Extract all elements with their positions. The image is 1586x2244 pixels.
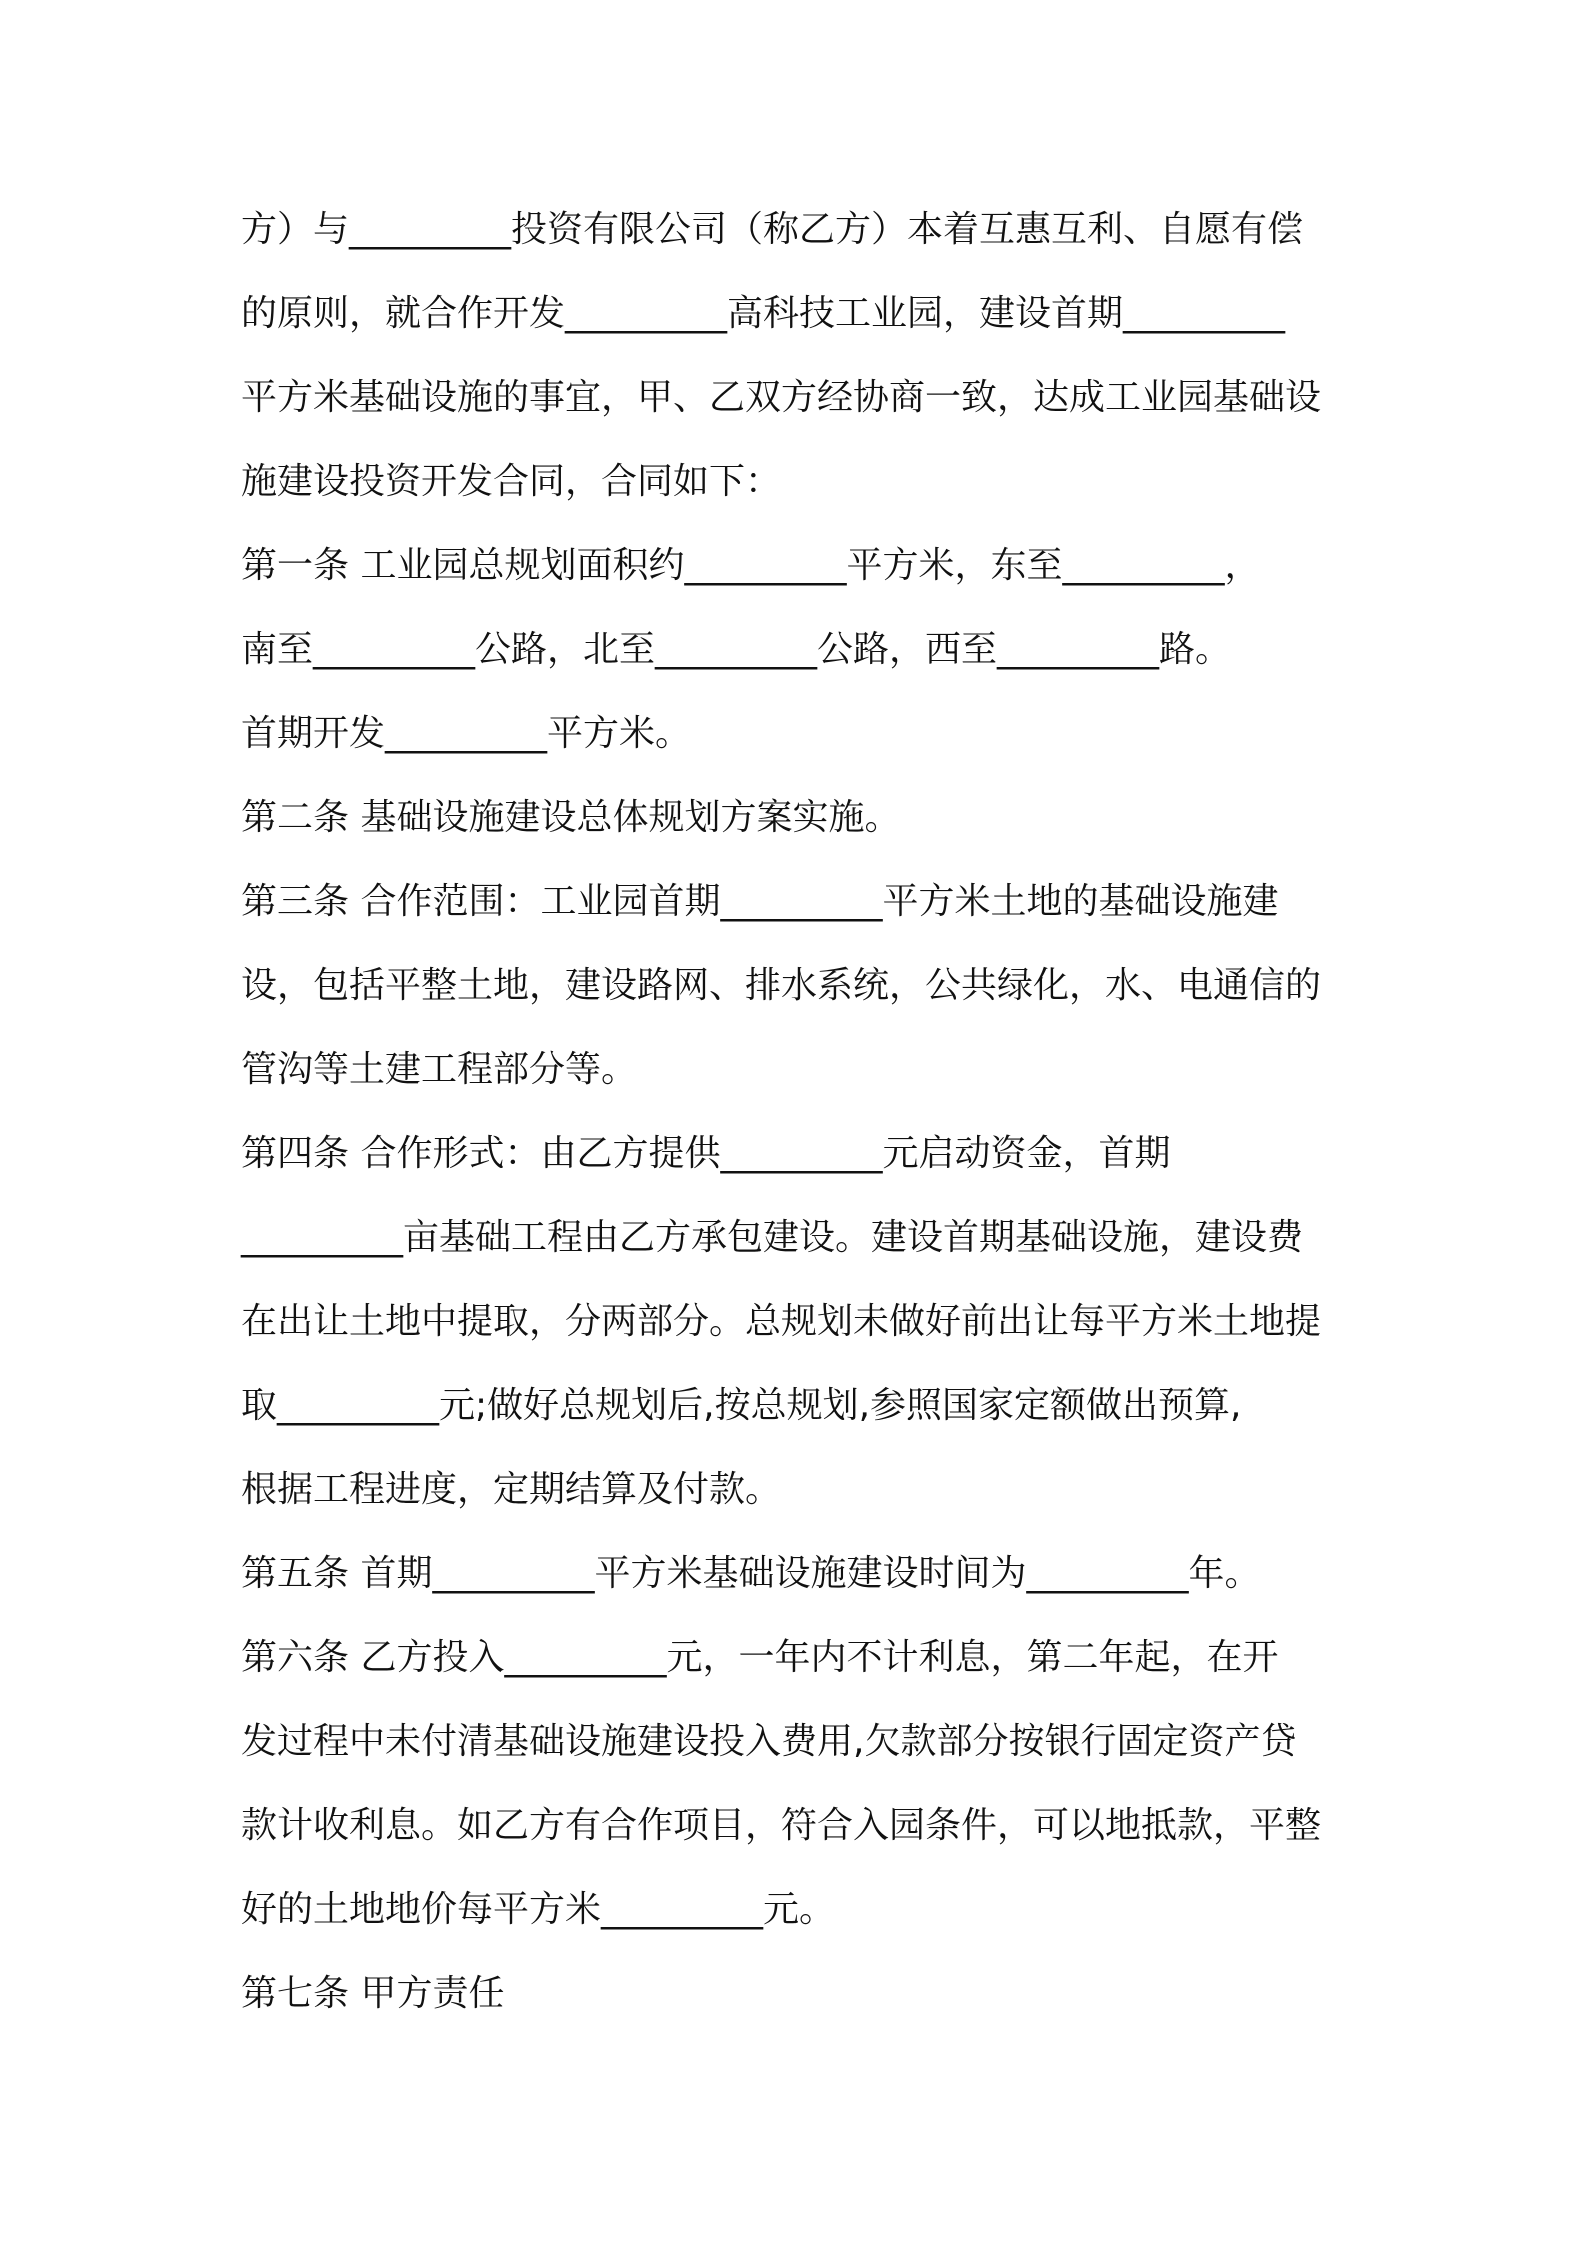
- text-line: 发过程中未付清基础设施建设投入费用,欠款部分按银行固定资产贷: [241, 1721, 1297, 1762]
- text-line: 南至_________公路，北至_________公路，西至_________路。: [241, 629, 1232, 670]
- article-1-heading: 第一条 工业园总规划面积约_________平方米，东至_________，: [241, 545, 1261, 586]
- article-7-heading: 第七条 甲方责任: [241, 1973, 505, 2014]
- text-line: 首期开发_________平方米。: [241, 713, 692, 754]
- text-line: 施建设投资开发合同，合同如下：: [241, 461, 782, 502]
- article-3-heading: 第三条 合作范围：工业园首期_________平方米土地的基础设施建: [241, 881, 1279, 922]
- text-line: 设，包括平整土地，建设路网、排水系统，公共绿化，水、电通信的: [241, 965, 1322, 1006]
- article-6-heading: 第六条 乙方投入_________元，一年内不计利息，第二年起，在开: [241, 1637, 1279, 1678]
- text-line: 好的土地地价每平方米_________元。: [241, 1889, 836, 1930]
- text-line: 管沟等土建工程部分等。: [241, 1049, 638, 1090]
- text-line: 在出让土地中提取，分两部分。总规划未做好前出让每平方米土地提: [241, 1301, 1322, 1342]
- article-5-heading: 第五条 首期_________平方米基础设施建设时间为_________年。: [241, 1553, 1261, 1594]
- text-line: 取_________元;做好总规划后,按总规划,参照国家定额做出预算,: [241, 1385, 1242, 1426]
- article-2-heading: 第二条 基础设施建设总体规划方案实施。: [241, 797, 901, 838]
- text-line: 的原则，就合作开发_________高科技工业园，建设首期_________: [241, 293, 1286, 334]
- text-line: 款计收利息。如乙方有合作项目，符合入园条件，可以地抵款，平整: [241, 1805, 1322, 1846]
- article-4-heading: 第四条 合作形式：由乙方提供_________元启动资金，首期: [241, 1133, 1171, 1174]
- text-line: 根据工程进度，定期结算及付款。: [241, 1469, 782, 1510]
- text-line: 方）与_________投资有限公司（称乙方）本着互惠互利、自愿有偿: [241, 209, 1304, 250]
- text-line: 平方米基础设施的事宜，甲、乙双方经协商一致，达成工业园基础设: [241, 377, 1322, 418]
- text-line: _________亩基础工程由乙方承包建设。建设首期基础设施，建设费: [241, 1217, 1304, 1258]
